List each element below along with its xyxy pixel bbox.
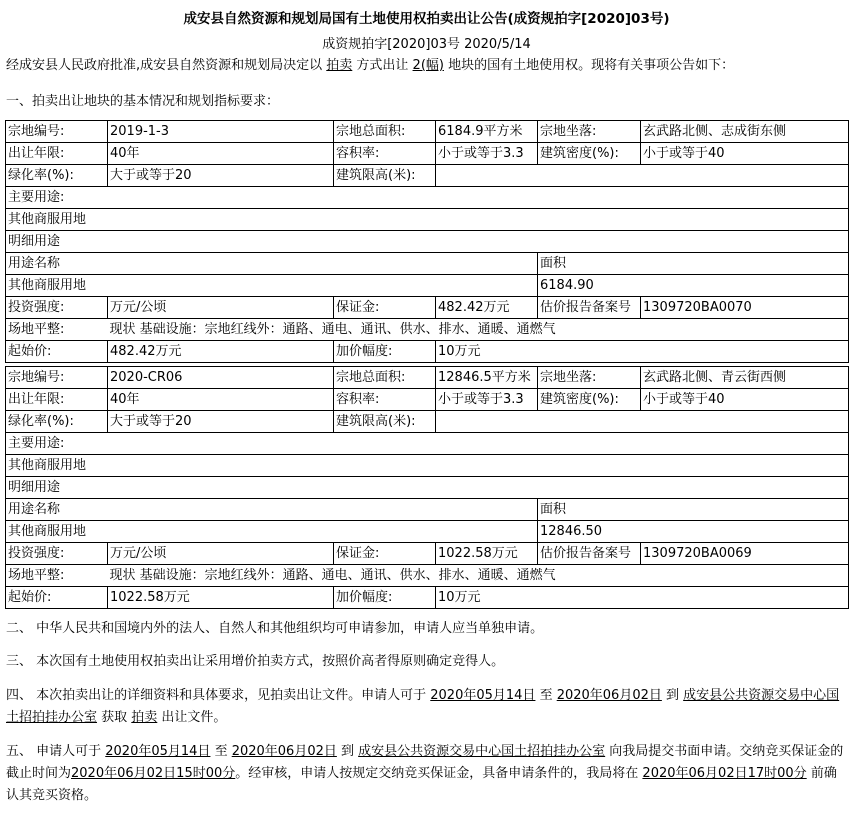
label-total-area: 宗地总面积: — [334, 121, 436, 143]
section-4-place: 成安县公共资源交易中心国土招拍挂办公室 — [6, 688, 840, 725]
document-number-date: 成资规拍字[2020]03号 2020/5/14 — [322, 37, 531, 52]
report-no: 1309720BA0070 — [641, 297, 849, 319]
section-5-place: 成安县公共资源交易中心国土招拍挂办公室 — [358, 744, 606, 759]
label-area: 面积 — [538, 499, 849, 521]
term: 40年 — [108, 143, 334, 165]
label-report-no: 估价报告备案号 — [538, 297, 641, 319]
section-1-title: 一、拍卖出让地块的基本情况和规划指标要求： — [6, 94, 280, 109]
table-row — [6, 521, 849, 543]
label-report-no: 估价报告备案号 — [538, 543, 641, 565]
label-parcel-no: 宗地编号: — [6, 367, 108, 389]
intro-mid: 方式出让 — [352, 58, 413, 73]
increment: 10万元 — [436, 587, 849, 609]
table-row — [6, 253, 849, 275]
table-row — [6, 143, 849, 165]
label-green: 绿化率(%): — [6, 411, 108, 433]
table-row — [6, 433, 849, 455]
parcel-no: 2019-1-3 — [108, 121, 334, 143]
table-row — [6, 543, 849, 565]
table-row — [6, 121, 849, 143]
label-total-area: 宗地总面积: — [334, 367, 436, 389]
label-use-name: 用途名称 — [6, 499, 538, 521]
label-site-level: 场地平整: — [6, 565, 108, 587]
deposit: 1022.58万元 — [436, 543, 538, 565]
section-4-pre: 四、 本次拍卖出让的详细资料和具体要求，见拍卖出让文件。申请人可于 — [6, 688, 431, 703]
table-row — [6, 477, 849, 499]
green: 大于或等于20 — [108, 411, 334, 433]
main-use: 其他商服用地 — [6, 209, 849, 231]
announcement-page — [0, 9, 853, 829]
section-5-to: 至 — [210, 744, 232, 759]
start-price: 1022.58万元 — [108, 587, 334, 609]
label-far: 容积率: — [334, 389, 436, 411]
parcel-no: 2020-CR06 — [108, 367, 334, 389]
label-start-price: 起始价: — [6, 341, 108, 363]
section-4-obtain: 获取 — [97, 710, 132, 725]
intro-count: 2(幅) — [412, 58, 444, 73]
table-row — [6, 187, 849, 209]
section-4-post: 出让文件。 — [157, 710, 227, 725]
intro-pre: 经成安县人民政府批准,成安县自然资源和规划局决定以 — [6, 58, 327, 73]
label-start-price: 起始价: — [6, 587, 108, 609]
section-3: 三、 本次国有土地使用权拍卖出让采用增价拍卖方式，按照价高者得原则确定竞得人。 — [6, 654, 505, 669]
total-area: 12846.5平方米 — [436, 367, 538, 389]
label-term: 出让年限: — [6, 389, 108, 411]
table-row — [6, 341, 849, 363]
height — [436, 411, 849, 433]
far: 小于或等于3.3 — [436, 143, 538, 165]
label-area: 面积 — [538, 253, 849, 275]
section-4 — [0, 685, 853, 729]
far: 小于或等于3.3 — [436, 389, 538, 411]
section-5 — [0, 741, 853, 807]
main-use: 其他商服用地 — [6, 455, 849, 477]
section-5-post: 前确认其竞买资格。 — [6, 766, 837, 803]
section-5-mid2: 。经审核，申请人按规定交纳竞买保证金，具备申请条件的，我局将在 — [235, 766, 643, 781]
density: 小于或等于40 — [641, 389, 849, 411]
section-4-at: 到 — [661, 688, 684, 703]
label-site-level: 场地平整: — [6, 319, 108, 341]
table-row — [6, 587, 849, 609]
section-4-method: 拍卖 — [131, 710, 158, 725]
section-4-end-date: 2020年06月02日 — [556, 688, 662, 703]
start-price: 482.42万元 — [108, 341, 334, 363]
label-invest: 投资强度: — [6, 543, 108, 565]
table-row — [6, 455, 849, 477]
label-height: 建筑限高(米): — [334, 411, 436, 433]
table-row — [6, 297, 849, 319]
label-deposit: 保证金: — [334, 297, 436, 319]
use-area: 12846.50 — [538, 521, 849, 543]
label-height: 建筑限高(米): — [334, 165, 436, 187]
section-4-start-date: 2020年05月14日 — [430, 688, 536, 703]
intro-post: 地块的国有土地使用权。现将有关事项公告如下： — [443, 58, 735, 73]
label-density: 建筑密度(%): — [538, 389, 641, 411]
table-row — [6, 319, 849, 341]
label-term: 出让年限: — [6, 143, 108, 165]
section-5-start-date: 2020年05月14日 — [105, 744, 211, 759]
label-parcel-no: 宗地编号: — [6, 121, 108, 143]
label-main-use: 主要用途: — [6, 433, 849, 455]
label-density: 建筑密度(%): — [538, 143, 641, 165]
table-row — [6, 165, 849, 187]
table-row — [6, 499, 849, 521]
label-deposit: 保证金: — [334, 543, 436, 565]
section-4-to: 至 — [535, 688, 557, 703]
table-row — [6, 411, 849, 433]
table-row — [6, 367, 849, 389]
use-name: 其他商服用地 — [6, 275, 538, 297]
parcel-table-2 — [5, 366, 849, 609]
label-detail-use: 明细用途 — [6, 231, 849, 253]
label-use-name: 用途名称 — [6, 253, 538, 275]
intro-paragraph — [0, 56, 853, 76]
location: 玄武路北侧、志成街东侧 — [641, 121, 849, 143]
location: 玄武路北侧、青云街西侧 — [641, 367, 849, 389]
parcel-table-1 — [5, 120, 849, 363]
use-area: 6184.90 — [538, 275, 849, 297]
increment: 10万元 — [436, 341, 849, 363]
section-5-deposit-deadline: 2020年06月02日15时00分 — [71, 766, 236, 781]
label-location: 宗地坐落: — [538, 121, 641, 143]
label-invest: 投资强度: — [6, 297, 108, 319]
section-5-pre: 五、 申请人可于 — [6, 744, 106, 759]
table-row — [6, 231, 849, 253]
intro-method: 拍卖 — [326, 58, 353, 73]
table-row — [6, 275, 849, 297]
label-green: 绿化率(%): — [6, 165, 108, 187]
label-detail-use: 明细用途 — [6, 477, 849, 499]
height — [436, 165, 849, 187]
total-area: 6184.9平方米 — [436, 121, 538, 143]
table-row — [6, 565, 849, 587]
deposit: 482.42万元 — [436, 297, 538, 319]
section-5-at: 到 — [336, 744, 359, 759]
label-main-use: 主要用途: — [6, 187, 849, 209]
page-title: 成安县自然资源和规划局国有土地使用权拍卖出让公告(成资规拍字[2020]03号) — [183, 11, 670, 27]
section-5-confirm-time: 2020年06月02日17时00分 — [642, 766, 807, 781]
invest: 万元/公顷 — [108, 543, 334, 565]
label-increment: 加价幅度: — [334, 341, 436, 363]
report-no: 1309720BA0069 — [641, 543, 849, 565]
section-5-end-date: 2020年06月02日 — [231, 744, 337, 759]
site-level: 现状 基础设施：宗地红线外：通路、通电、通讯、供水、排水、通暖、通燃气 — [108, 319, 849, 341]
use-name: 其他商服用地 — [6, 521, 538, 543]
label-location: 宗地坐落: — [538, 367, 641, 389]
label-increment: 加价幅度: — [334, 587, 436, 609]
term: 40年 — [108, 389, 334, 411]
invest: 万元/公顷 — [108, 297, 334, 319]
section-2: 二、 中华人民共和国境内外的法人、自然人和其他组织均可申请参加，申请人应当单独申请。 — [6, 621, 544, 636]
site-level: 现状 基础设施：宗地红线外：通路、通电、通讯、供水、排水、通暖、通燃气 — [108, 565, 849, 587]
section-5-mid: 向我局提交书面申请。交纳竞买保证金的截止时间为 — [6, 744, 844, 781]
table-row — [6, 209, 849, 231]
label-far: 容积率: — [334, 143, 436, 165]
green: 大于或等于20 — [108, 165, 334, 187]
table-row — [6, 389, 849, 411]
density: 小于或等于40 — [641, 143, 849, 165]
